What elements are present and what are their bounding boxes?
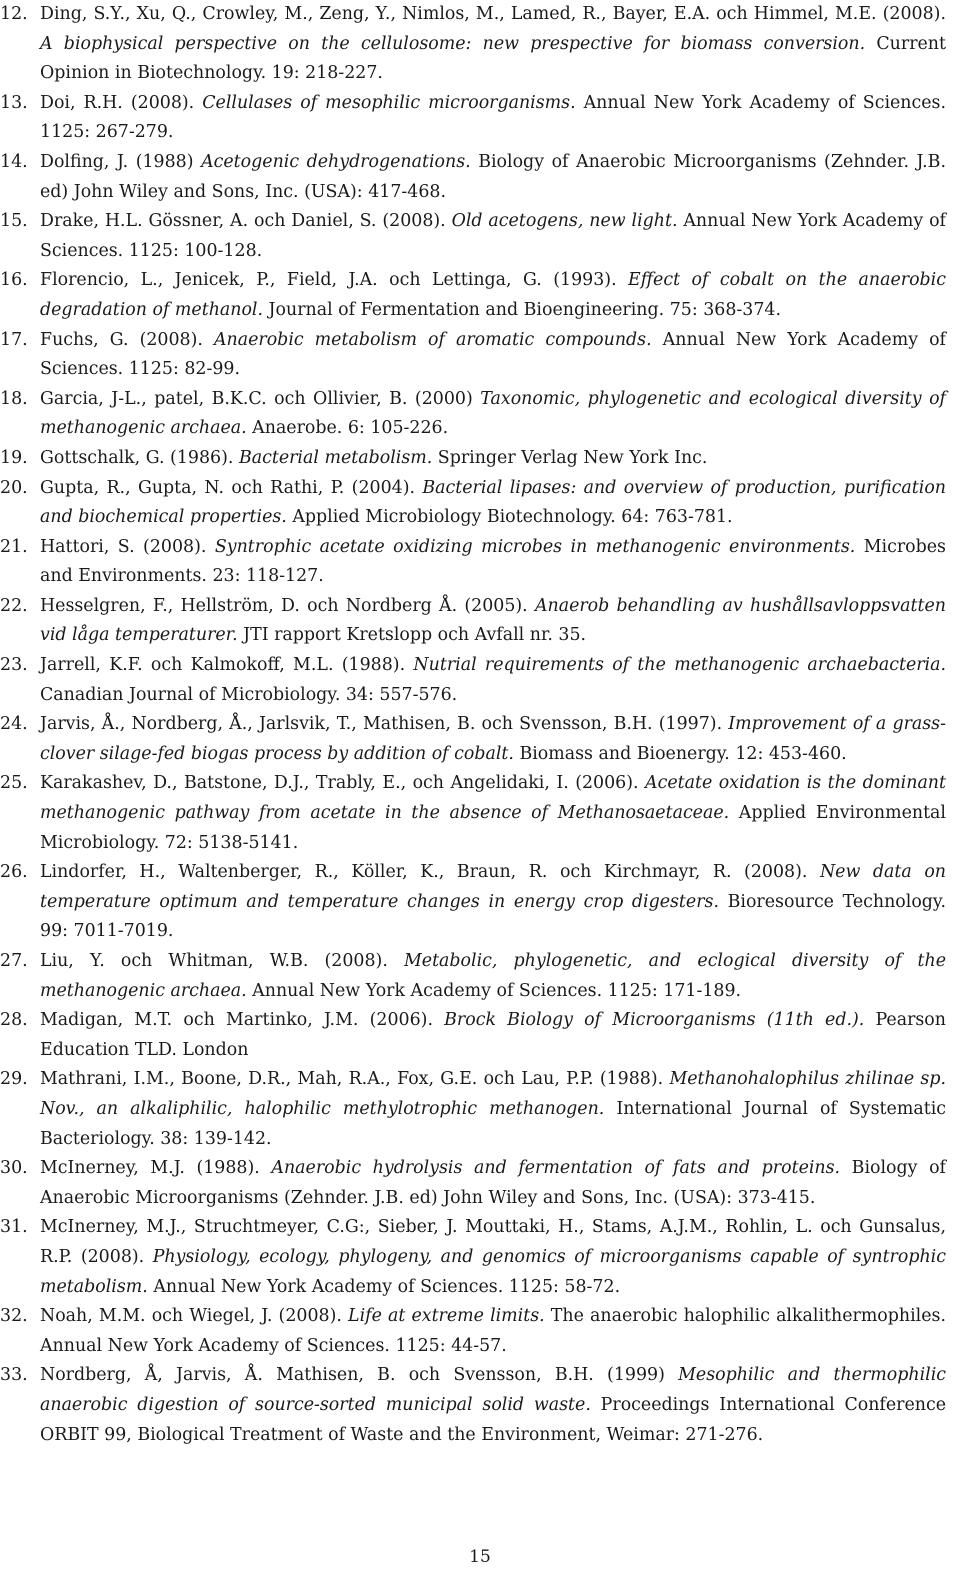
reference-authors: Hesselgren, F., Hellström, D. och Nordberg Å. (2005). [40, 595, 535, 616]
reference-source: Applied Environmental Microbiology. 72: 5138-5141. [40, 803, 946, 853]
reference-title: New data on temperature optimum and temperature changes in energy crop digesters. [40, 862, 946, 912]
reference-authors: Dolfing, J. (1988) [40, 151, 202, 172]
reference-number: 33. [0, 1365, 28, 1386]
reference-source: International Journal of Systematic Bacteriology. 38: 139-142. [40, 1098, 946, 1149]
reference-title: Anaerobic hydrolysis and fermentation of fats and proteins. [271, 1158, 841, 1179]
reference-title: Bacterial metabolism. [238, 447, 433, 468]
reference-title: Taxonomic, phylogenetic and ecological diversity of methanogenic archaea. [40, 388, 946, 439]
reference-title: Improvement of a grass-clover silage-fed biogas process by addition of cobalt. [40, 714, 946, 764]
reference-item [0, 1006, 946, 1065]
reference-title: Old acetogens, new light. [451, 211, 678, 232]
reference-source: Annual New York Academy of Sciences. 1125: 82-99. [40, 329, 946, 380]
reference-item [0, 710, 946, 769]
reference-title: Bacterial lipases: and overview of production, purification and biochemical properties. [40, 477, 946, 528]
reference-authors: Liu, Y. och Whitman, W.B. (2008). [40, 951, 404, 971]
reference-item [0, 592, 946, 651]
reference-title: Metabolic, phylogenetic, and eclogical diversity of the methanogenic archaea. [40, 951, 946, 1001]
reference-item [0, 1361, 946, 1450]
reference-item [0, 444, 946, 474]
reference-item [0, 769, 947, 858]
reference-source: Biomass and Bioenergy. 12: 453-460. [513, 743, 847, 764]
reference-authors: Doi, R.H. (2008). [40, 92, 203, 113]
reference-item [0, 947, 946, 1006]
reference-title: Acetate oxidation is the dominant methanogenic pathway from acetate in the absence of Methanosaetaceae. [40, 773, 947, 824]
reference-authors: McInerney, M.J. (1988). [40, 1158, 272, 1179]
reference-title: Cellulases of mesophilic microorganisms. [202, 92, 576, 113]
reference-number: 17. [0, 329, 28, 350]
reference-item [0, 207, 946, 266]
reference-item [0, 148, 946, 207]
reference-item [0, 1154, 946, 1213]
reference-number: 32. [0, 1306, 28, 1327]
reference-title: Methanohalophilus zhilinae sp. Nov., an alkaliphilic, halophilic methylotrophic methanogen. [40, 1069, 946, 1119]
reference-number: 27. [0, 951, 28, 971]
reference-title: Syntrophic acetate oxidizing microbes in methanogenic environments. [214, 536, 856, 557]
reference-source: Journal of Fermentation and Bioengineering. 75: 368-374. [263, 299, 781, 320]
reference-source: Springer Verlag New York Inc. [432, 447, 708, 468]
reference-authors: Fuchs, G. (2008). [40, 329, 214, 350]
reference-source: Annual New York Academy of Sciences. 1125: 100-128. [40, 211, 946, 261]
reference-source: Biology of Anaerobic Microorganisms (Zehnder. J.B. ed) John Wiley and Sons, Inc. (USA): 417-468. [40, 151, 946, 202]
reference-number: 19. [0, 447, 28, 468]
reference-authors: Ding, S.Y., Xu, Q., Crowley, M., Zeng, Y., Nimlos, M., Lamed, R., Bayer, E.A. och Himmel, M.E. (2008). [40, 4, 946, 24]
reference-item [0, 0, 946, 89]
reference-source: Current Opinion in Biotechnology. 19: 218-227. [40, 33, 946, 84]
reference-title: Physiology, ecology, phylogeny, and genomics of microorganisms capable of syntrophic metabolism. [40, 1246, 946, 1297]
reference-number: 16. [0, 270, 28, 291]
reference-title: Brock Biology of Microorganisms (11th ed.). [444, 1010, 865, 1031]
reference-number: 31. [0, 1217, 28, 1238]
reference-number: 13. [0, 92, 28, 113]
reference-authors: Garcia, J-L., patel, B.K.C. och Ollivier, B. (2000) [40, 388, 481, 409]
reference-authors: Gupta, R., Gupta, N. och Rathi, P. (2004). [40, 477, 423, 498]
reference-title: Mesophilic and thermophilic anaerobic digestion of source-sorted municipal solid waste. [40, 1365, 946, 1415]
reference-authors: Jarrell, K.F. och Kalmokoff, M.L. (1988). [40, 655, 414, 676]
reference-authors: Mathrani, I.M., Boone, D.R., Mah, R.A., Fox, G.E. och Lau, P.P. (1988). [40, 1069, 670, 1090]
reference-source: Annual New York Academy of Sciences. 1125: 58-72. [147, 1276, 621, 1297]
reference-number: 15. [0, 211, 28, 232]
reference-number: 24. [0, 714, 28, 735]
reference-number: 22. [0, 595, 28, 616]
reference-source: Applied Microbiology Biotechnology. 64: 763-781. [286, 507, 733, 528]
reference-number: 25. [0, 773, 28, 794]
reference-title: Nutrial requirements of the methanogenic archaebacteria. [413, 655, 947, 676]
reference-source: Annual New York Academy of Sciences. 1125: 267-279. [40, 92, 946, 143]
reference-number: 28. [0, 1010, 28, 1031]
reference-source: Annual New York Academy of Sciences. 1125: 171-189. [246, 980, 742, 1001]
reference-authors: Florencio, L., Jenicek, P., Field, J.A. och Lettinga, G. (1993). [40, 270, 629, 291]
reference-number: 20. [0, 477, 28, 498]
reference-source: JTI rapport Kretslopp och Avfall nr. 35. [237, 625, 587, 646]
reference-source: Proceedings International Conference ORBIT 99, Biological Treatment of Waste and the Environment, Weimar: 271-276. [40, 1394, 946, 1445]
reference-title: Anaerobic metabolism of aromatic compounds. [213, 329, 652, 350]
reference-authors: Madigan, M.T. och Martinko, J.M. (2006). [40, 1010, 445, 1031]
reference-item [0, 533, 946, 592]
reference-source: Canadian Journal of Microbiology. 34: 557-576. [40, 684, 458, 705]
reference-item [0, 651, 947, 710]
reference-authors: Drake, H.L. Gössner, A. och Daniel, S. (2008). [40, 211, 452, 232]
reference-authors: Hattori, S. (2008). [40, 536, 215, 557]
reference-authors: Gottschalk, G. (1986). [40, 447, 239, 468]
reference-title: A biophysical perspective on the cellulosome: new prespective for biomass conversion. [40, 33, 866, 54]
reference-item [0, 1065, 946, 1154]
reference-source: The anaerobic halophilic alkalithermophiles. Annual New York Academy of Sciences. 1125: 44-57. [40, 1306, 946, 1356]
reference-title: Effect of cobalt on the anaerobic degradation of methanol. [40, 270, 946, 320]
reference-number: 23. [0, 655, 28, 676]
reference-number: 14. [0, 151, 28, 172]
reference-number: 30. [0, 1158, 28, 1179]
reference-title: Life at extreme limits. [348, 1306, 545, 1327]
reference-item [0, 385, 946, 444]
reference-authors: Noah, M.M. och Wiegel, J. (2008). [40, 1306, 349, 1327]
reference-item [0, 89, 946, 148]
reference-authors: Nordberg, Å, Jarvis, Å. Mathisen, B. och Svensson, B.H. (1999) [40, 1365, 679, 1386]
page-number: 15 [469, 1547, 491, 1567]
reference-number: 29. [0, 1069, 28, 1090]
reference-source: Pearson Education TLD. London [40, 1010, 946, 1060]
reference-source: Biology of Anaerobic Microorganisms (Zehnder. J.B. ed) John Wiley and Sons, Inc. (USA): 373-415. [40, 1158, 946, 1208]
reference-number: 21. [0, 536, 28, 557]
reference-item [0, 1213, 946, 1302]
reference-source: Microbes and Environments. 23: 118-127. [40, 536, 946, 587]
reference-number: 12. [0, 4, 28, 24]
reference-authors: Karakashev, D., Batstone, D.J., Trably, E., och Angelidaki, I. (2006). [40, 773, 646, 794]
reference-authors: Lindorfer, H., Waltenberger, R., Köller, K., Braun, R. och Kirchmayr, R. (2008). [40, 862, 820, 883]
reference-item [0, 326, 946, 385]
reference-title: Anaerob behandling av hushållsavloppsvatten vid låga temperaturer. [40, 595, 946, 646]
reference-title: Acetogenic dehydrogenations. [201, 151, 471, 172]
reference-item [0, 266, 946, 325]
reference-authors: McInerney, M.J., Struchtmeyer, C.G:, Sieber, J. Mouttaki, H., Stams, A.J.M., Rohlin, L. och Gunsalus, R.P. (2008). [40, 1217, 946, 1267]
reference-source: Bioresource Technology. 99: 7011-7019. [40, 891, 946, 942]
reference-number: 18. [0, 388, 28, 409]
reference-source: Anaerobe. 6: 105-226. [246, 418, 449, 439]
reference-authors: Jarvis, Å., Nordberg, Å., Jarlsvik, T., Mathisen, B. och Svensson, B.H. (1997). [40, 714, 729, 735]
reference-item [0, 1302, 946, 1361]
reference-number: 26. [0, 862, 28, 883]
reference-item [0, 858, 946, 947]
reference-item [0, 474, 946, 533]
